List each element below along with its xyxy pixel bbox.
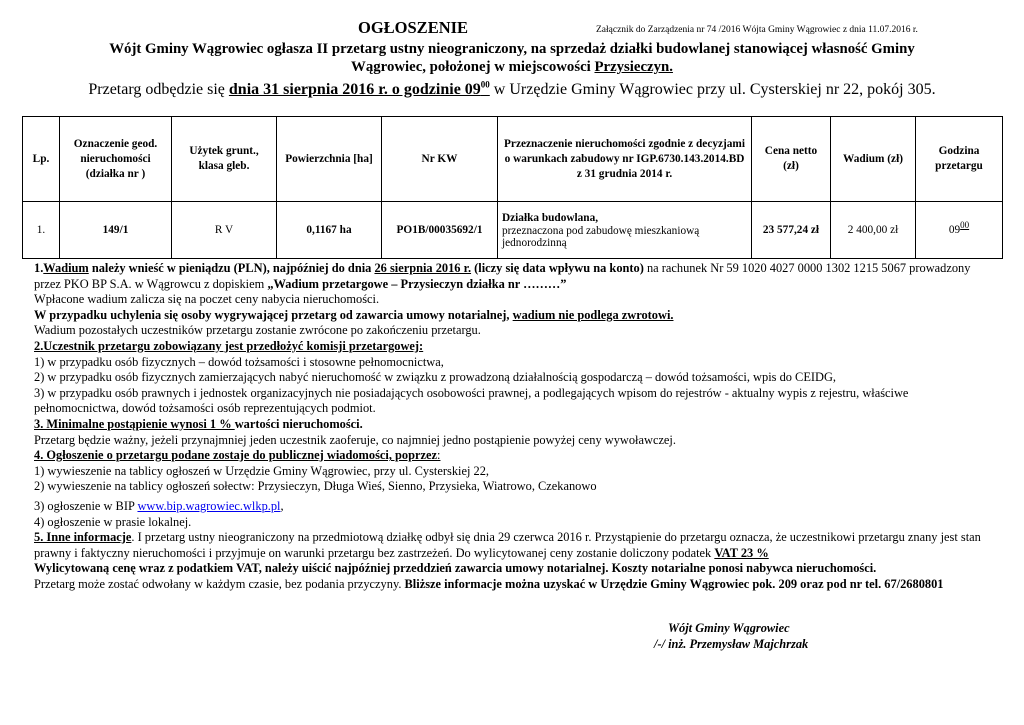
cell-deposit: 2 400,00 zł [831,202,916,259]
signature-block [650,620,808,652]
intro-line-1: Wójt Gminy Wągrowiec ogłasza II przetarg ustny nieograniczony, na sprzedaż działki budowlanej stanowiącej własność Gminy [109,41,915,57]
hour-minutes: 00 [960,220,970,231]
purpose-desc: przeznaczona pod zabudowę mieszkaniową jednorodzinną [502,224,700,249]
hour-value: 09 [948,224,961,236]
datetime-suffix: w Urzędzie Gminy Wągrowiec przy ul. Cysterskiej nr 22, pokój 305. [489,81,936,98]
s4-heading: 4. Ogłoszenie o przetargu podane zostaje do publicznej wiadomości, poprzez [34,448,438,463]
s1-text-c: na rachunek Nr 59 1020 4027 0000 1302 1215 5067 prowadzony przez PKO BP S.A. w Wągrowcu z dopiskiem [34,261,971,291]
s1-number: 1. [34,261,44,275]
s5-vat: VAT 23 % [714,545,769,560]
signature-name: /-/ inż. Przemysław Majchrzak [654,637,809,651]
header-lp: Lp. [23,117,60,202]
s4-item-3b: , [280,498,284,513]
cell-plot: 149/1 [60,202,172,259]
cell-kw: PO1B/00035692/1 [382,202,498,259]
s2-item-1: 1) w przypadku osób fizycznych – dowód tożsamości i stosowne pełnomocnictwa, [34,354,444,369]
s5-line-3b: Bliższe informacje można uzyskać w Urzędzie Gminy Wągrowiec pok. 209 oraz pod nr tel. 67/2680801 [404,576,944,591]
s1-line-2: Wpłacone wadium zalicza się na poczet ceny nabycia nieruchomości. [34,292,380,307]
table-header-row [23,117,1003,202]
header-land-use: Użytek grunt., klasa gleb. [172,117,277,202]
page-title: OGŁOSZENIE [358,18,469,37]
s1-text-a: należy wnieść w pieniądzu (PLN), najpóźniej do dnia [88,261,375,275]
s1-line-3 [34,308,984,324]
s4-colon: : [437,448,441,463]
s3-head-b: wynosi 1 % [167,416,235,431]
s5-line-3a: Przetarg może zostać odwołany w każdym czasie, bez podania przyczyny. [34,576,405,591]
header-purpose: Przeznaczenie nieruchomości zgodnie z decyzjami o warunkach zabudowy nr IGP.6730.143.2014.BD z 31 grudnia 2014 r. [498,117,752,202]
s1-transfer-note: „Wadium przetargowe – Przysieczyn działka nr ………” [267,276,567,291]
s4-item-2: 2) wywieszenie na tablicy ogłoszeń sołectw: Przysieczyn, Długa Wieś, Sienno, Przysieka, Wiatrowo, Czekanowo [34,479,597,494]
cell-lp: 1. [23,202,60,259]
s1-line-4: Wadium pozostałych uczestników przetargu zostanie zwrócone po zakończeniu przetargu. [34,323,481,338]
s1-line-3b: wadium nie podlega zwrotowi. [512,307,674,322]
s5-paragraph [34,530,984,561]
s4-heading-line [34,448,984,464]
header-deposit: Wadium (zł) [831,117,916,202]
header-hour: Godzina przetargu [916,117,1003,202]
intro-place: Przysieczyn. [594,59,673,75]
header-plot: Oznaczenie geod. nieruchomości (działka nr ) [60,117,172,202]
s3-line-2: Przetarg będzie ważny, jeżeli przynajmniej jeden uczestnik zaoferuje, co najmniej jedno postąpienie powyżej ceny wywoławczej. [34,432,676,447]
cell-area: 0,1167 ha [277,202,382,259]
s5-line-3 [34,577,984,593]
s1-line-3a: W przypadku uchylenia się osoby wygrywającej przetarg od zawarcia umowy notarialnej, [34,307,513,322]
auction-hour-minutes: 00 [480,79,490,90]
header-kw: Nr KW [382,117,498,202]
header-area: Powierzchnia [ha] [277,117,382,202]
s5-text: . I przetarg ustny nieograniczony na przedmiotową działkę odbył się dnia 29 czerwca 2016 r. Przystąpienie do przetargu oznacza, że uczestnikowi przetargu znany jest stan prawny i faktyczny nieruchomości i przyjmuje on warunki przetargu bez zastrzeżeń. Do wylicytowanej ceny zostanie doliczony podatek [34,530,981,560]
s1-heading: Wadium [43,261,89,275]
auction-date [229,81,490,98]
s5-line-2: Wylicytowaną cenę wraz z podatkiem VAT, należy uiścić najpóźniej przeddzień zawarcia umowy notarialnej. Koszty notarialne ponosi nabywca nieruchomości. [34,561,877,576]
conditions-section [34,261,984,592]
s3-head-a: 3. Minimalne postąpienie [34,416,168,431]
auction-date-line [40,80,984,100]
cell-land-use: R V [172,202,277,259]
header-price: Cena netto (zł) [752,117,831,202]
s4-item-4: 4) ogłoszenie w prasie lokalnej. [34,514,192,529]
cell-price: 23 577,24 zł [752,202,831,259]
property-table [22,116,1003,259]
s4-item-1: 1) wywieszenie na tablicy ogłoszeń w Urzędzie Gminy Wągrowiec, przy ul. Cysterskiej 22, [34,463,489,478]
table-row [23,202,1003,259]
s1-deadline: 26 sierpnia 2016 r. [374,261,472,275]
s4-item-3 [34,499,984,515]
s4-item-3a: 3) ogłoszenie w BIP [34,498,138,513]
intro-line-2: Wągrowiec, położonej w miejscowości [351,59,595,75]
s2-heading: 2.Uczestnik przetargu zobowiązany jest przedłożyć komisji przetargowej: [34,338,424,353]
auction-date-text: dnia 31 sierpnia 2016 r. o godzinie 09 [228,81,481,98]
s2-item-3: 3) w przypadku osób prawnych i jednostek organizacyjnych nie posiadających osobowości prawnej, a podlegających wpisom do rejestrów - aktualny wypis z rejestru, właściwe pełnomocnictwa, dowód tożsamości osób reprezentujących podmiot. [34,385,909,416]
datetime-prefix: Przetarg odbędzie się [88,81,229,98]
attachment-note: Załącznik do Zarządzenia nr 74 /2016 Wójta Gminy Wągrowiec z dnia 11.07.2016 r. [596,25,918,35]
s3-head-c: wartości nieruchomości. [234,416,363,431]
signature-title: Wójt Gminy Wągrowiec [668,621,790,635]
s2-item-2: 2) w przypadku osób fizycznych zamierzających nabyć nieruchomość w związku z prowadzoną działalnością gospodarczą – dowód tożsamości, wpis do CEIDG, [34,370,837,385]
purpose-title: Działka budowlana, [502,211,599,224]
s1-text-b: (liczy się data wpływu na konto) [471,261,644,275]
cell-hour [916,202,1003,259]
intro-statement [40,40,984,76]
section-deposit [34,261,984,292]
bip-link[interactable]: www.bip.wagrowiec.wlkp.pl [137,498,281,513]
cell-purpose [498,202,752,259]
s3-heading [34,417,984,433]
s5-heading: 5. Inne informacje [34,530,132,545]
